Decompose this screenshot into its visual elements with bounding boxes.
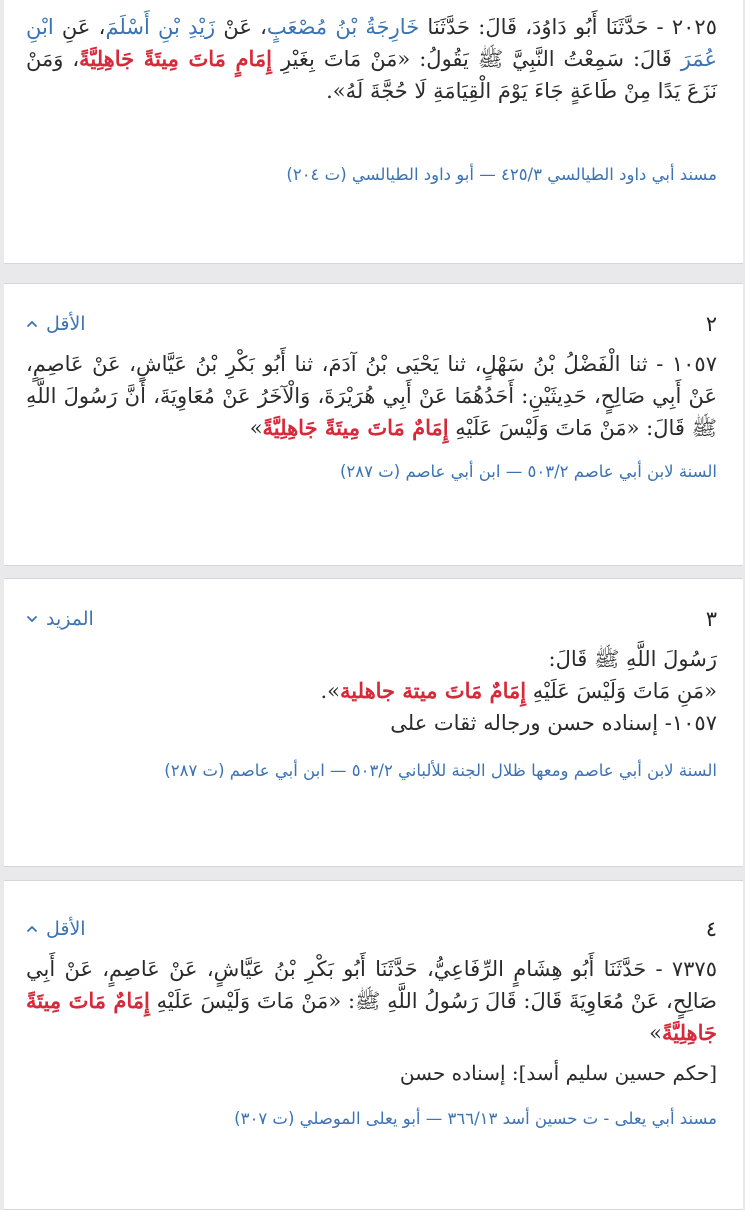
hadith-text-part: ، عَنِ [53, 15, 106, 39]
card-header [26, 304, 717, 344]
result-number: ٤ [705, 917, 717, 941]
toggle-label: المزيد [46, 608, 94, 630]
hadith-text [26, 348, 717, 444]
hadith-text-part: ، وَمَنْ نَزَعَ يَدًا مِنْ طَاعَةٍ جَاءَ يَوْمَ الْقِيَامَةِ لَا حُجَّةَ لَهُ». [26, 47, 717, 103]
hadith-text-part: ٧٣٧٥ - حَدَّثَنَا أَبُو هِشَامٍ الرِّفَاعِيُّ، حَدَّثَنَا أَبُو بَكْرِ بْنُ عَيَّاشٍ، عَنْ عَاصِمٍ، عَنْ أَبِي صَالِحٍ، عَنْ مُعَاوِيَةَ قَالَ: قَالَ رَسُولُ اللَّهِ ﷺ: «مَنْ مَاتَ وَلَيْسَ عَلَيْهِ [26, 957, 718, 1013]
hadith-card-1 [4, 0, 743, 264]
source-link[interactable]: مسند أبي يعلى - ت حسين أسد ٣٦٦/١٣ — أبو يعلى الموصلي (ت ٣٠٧) [234, 1109, 717, 1128]
highlighted-phrase: إِمَامٌ مَاتَ مِيتَةً جَاهِلِيَّةً [26, 988, 717, 1045]
hadith-text [26, 953, 717, 1049]
result-number: ٢ [705, 312, 717, 336]
chevron-up-icon [26, 923, 38, 935]
chevron-up-icon [26, 318, 38, 330]
hadith-card-4 [4, 880, 743, 1210]
show-less-toggle[interactable] [26, 313, 86, 335]
highlighted-phrase: إِمَامٌ مَاتَ ميتة جاهلية [340, 678, 527, 703]
chevron-down-icon [26, 613, 38, 625]
hadith-card-2 [4, 283, 743, 566]
toggle-label: الأقل [46, 918, 86, 940]
hadith-text [26, 643, 717, 739]
highlighted-phrase: إِمَامٌ مَاتَ مِيتَةً جَاهِلِيَّةً [262, 415, 449, 440]
hadith-line [26, 675, 717, 707]
show-less-toggle[interactable] [26, 918, 86, 940]
grading-line: ١٠٥٧- إسناده حسن ورجاله ثقات على [390, 711, 717, 735]
narrator-link[interactable]: زَيْدِ بْنِ أَسْلَمَ [105, 15, 216, 39]
show-more-toggle[interactable] [26, 608, 94, 630]
hadith-text [26, 11, 717, 107]
hadith-text-part: » [649, 1021, 662, 1045]
hadith-line: رَسُولَ اللَّهِ ﷺ قَالَ: [548, 647, 717, 671]
hadith-text-part: ١٠٥٧ - ثنا الْفَضْلُ بْنُ سَهْلٍ، ثنا يَحْيَى بْنُ آدَمَ، ثنا أَبُو بَكْرِ بْنُ عَيَّاشٍ، عَنْ عَاصِمٍ، عَنْ أَبِي صَالِحٍ، حَدِيثَيْنِ: أَحَدُهُمَا عَنْ أَبِي هُرَيْرَةَ، وَالْآخَرُ عَنْ مُعَاوِيَةَ، أَنَّ رَسُولَ اللَّهِ ﷺ قَالَ: «مَنْ مَاتَ وَلَيْسَ عَلَيْهِ [26, 352, 717, 440]
hadith-text-part: ، عَنْ [215, 15, 267, 39]
hadith-text-part: » [249, 416, 263, 440]
hadith-card-3 [4, 578, 743, 867]
hadith-text-part: «مَنِ مَاتَ وَلَيْسَ عَلَيْهِ [526, 679, 717, 703]
source-link[interactable]: السنة لابن أبي عاصم ٥٠٣/٢ — ابن أبي عاصم (ت ٢٨٧) [339, 462, 717, 481]
hadith-text-part: قَالَ: سَمِعْتُ النَّبِيَّ ﷺ يَقُولُ: «مَنْ مَاتَ بِغَيْرِ [272, 47, 681, 71]
grading-note: [حكم حسين سليم أسد]: إسناده حسن [399, 1061, 717, 1085]
card-header [26, 599, 717, 639]
source-link[interactable]: مسند أبي داود الطيالسي ٤٢٥/٣ — أبو داود الطيالسي (ت ٢٠٤) [286, 165, 717, 184]
card-header [26, 909, 717, 949]
source-link[interactable]: السنة لابن أبي عاصم ومعها ظلال الجنة للألباني ٥٠٣/٢ — ابن أبي عاصم (ت ٢٨٧) [164, 761, 717, 780]
hadith-text-part: ». [320, 679, 341, 703]
highlighted-phrase: إِمَامٍ مَاتَ مِيتَةً جَاهِلِيَّةً [79, 46, 272, 71]
hadith-text-part: ٢٠٢٥ - حَدَّثَنَا أَبُو دَاوُدَ، قَالَ: حَدَّثَنَا [419, 15, 717, 39]
result-number: ٣ [705, 607, 717, 631]
narrator-link[interactable]: ابْنِ عُمَرَ [26, 15, 717, 71]
toggle-label: الأقل [46, 313, 86, 335]
narrator-link[interactable]: خَارِجَةُ بْنُ مُصْعَبٍ [266, 15, 420, 39]
